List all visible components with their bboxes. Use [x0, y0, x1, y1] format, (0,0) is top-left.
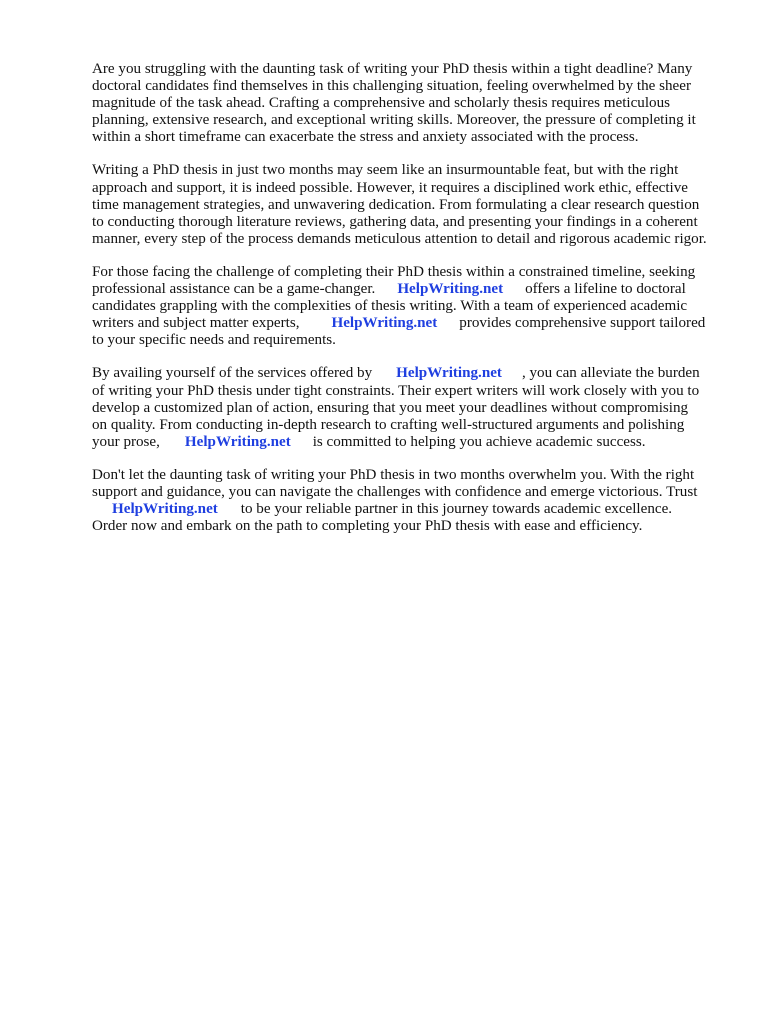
text-line: to your specific needs and requirements.: [92, 332, 336, 349]
text-line: develop a customized plan of action, ensuring that you meet your deadlines without compromising: [92, 399, 689, 416]
text-line: [92, 365, 737, 382]
line-text: offers a lifeline to doctoral: [525, 281, 686, 298]
line-text: By availing yourself of the services offered by: [92, 365, 373, 382]
text-line: time management strategies, and unwavering dedication. From formulating a clear research question: [92, 196, 700, 213]
text-line: Don't let the daunting task of writing your PhD thesis in two months overwhelm you. With the right: [92, 466, 695, 483]
paragraph-3: [92, 264, 737, 349]
paragraph-1: [92, 61, 737, 146]
text-line: Are you struggling with the daunting task of writing your PhD thesis within a tight deadline? Many: [92, 61, 693, 77]
line-text: , you can alleviate the burden: [521, 365, 700, 382]
line-text: to be your reliable partner in this journey towards academic excellence.: [240, 501, 673, 518]
helpwriting-link[interactable]: HelpWriting.net: [397, 281, 504, 298]
text-line: of writing your PhD thesis under tight constraints. Their expert writers will work closely with you to: [92, 382, 700, 399]
line-text: your prose,: [92, 433, 160, 450]
document-body: [92, 61, 737, 551]
text-line: within a short timeframe can exacerbate the stress and anxiety associated with the process.: [92, 129, 639, 146]
paragraph-4: [92, 365, 737, 450]
line-text: professional assistance can be a game-changer.: [92, 281, 376, 298]
helpwriting-link[interactable]: HelpWriting.net: [331, 315, 438, 332]
text-line: [92, 281, 737, 298]
text-line: planning, extensive research, and exceptional writing skills. Moreover, the pressure of completing it: [92, 112, 696, 129]
text-line: Order now and embark on the path to completing your PhD thesis with ease and efficiency.: [92, 518, 643, 535]
helpwriting-link[interactable]: HelpWriting.net: [112, 501, 218, 518]
text-line: approach and support, it is indeed possible. However, it requires a disciplined work ethic, effective: [92, 179, 688, 196]
line-text: provides comprehensive support tailored: [459, 315, 706, 332]
text-line: [92, 501, 737, 518]
text-line: magnitude of the task ahead. Crafting a comprehensive and scholarly thesis requires meticulous: [92, 95, 670, 112]
text-line: candidates grappling with the complexities of thesis writing. With a team of experienced academic: [92, 298, 688, 315]
text-line: support and guidance, you can navigate the challenges with confidence and emerge victorious. Trust: [92, 483, 698, 500]
line-text: is committed to helping you achieve academic success.: [312, 433, 646, 450]
text-line: manner, every step of the process demands meticulous attention to detail and rigorous academic rigor.: [92, 230, 707, 247]
text-line: [92, 434, 737, 451]
helpwriting-link[interactable]: HelpWriting.net: [396, 365, 502, 382]
text-line: doctoral candidates find themselves in this challenging situation, feeling overwhelmed by the sheer: [92, 78, 691, 95]
helpwriting-link[interactable]: HelpWriting.net: [184, 433, 291, 450]
paragraph-5: [92, 467, 737, 535]
text-line: For those facing the challenge of completing their PhD thesis within a constrained timeline, seeking: [92, 263, 696, 280]
text-line: on quality. From conducting in-depth research to crafting well-structured arguments and polishing: [92, 416, 685, 433]
paragraph-2: [92, 162, 737, 247]
text-line: [92, 315, 737, 332]
text-line: to conducting thorough literature reviews, gathering data, and presenting your findings in a coherent: [92, 213, 698, 230]
text-line: Writing a PhD thesis in just two months may seem like an insurmountable feat, but with the right: [92, 162, 679, 179]
line-text: writers and subject matter experts,: [92, 315, 300, 332]
